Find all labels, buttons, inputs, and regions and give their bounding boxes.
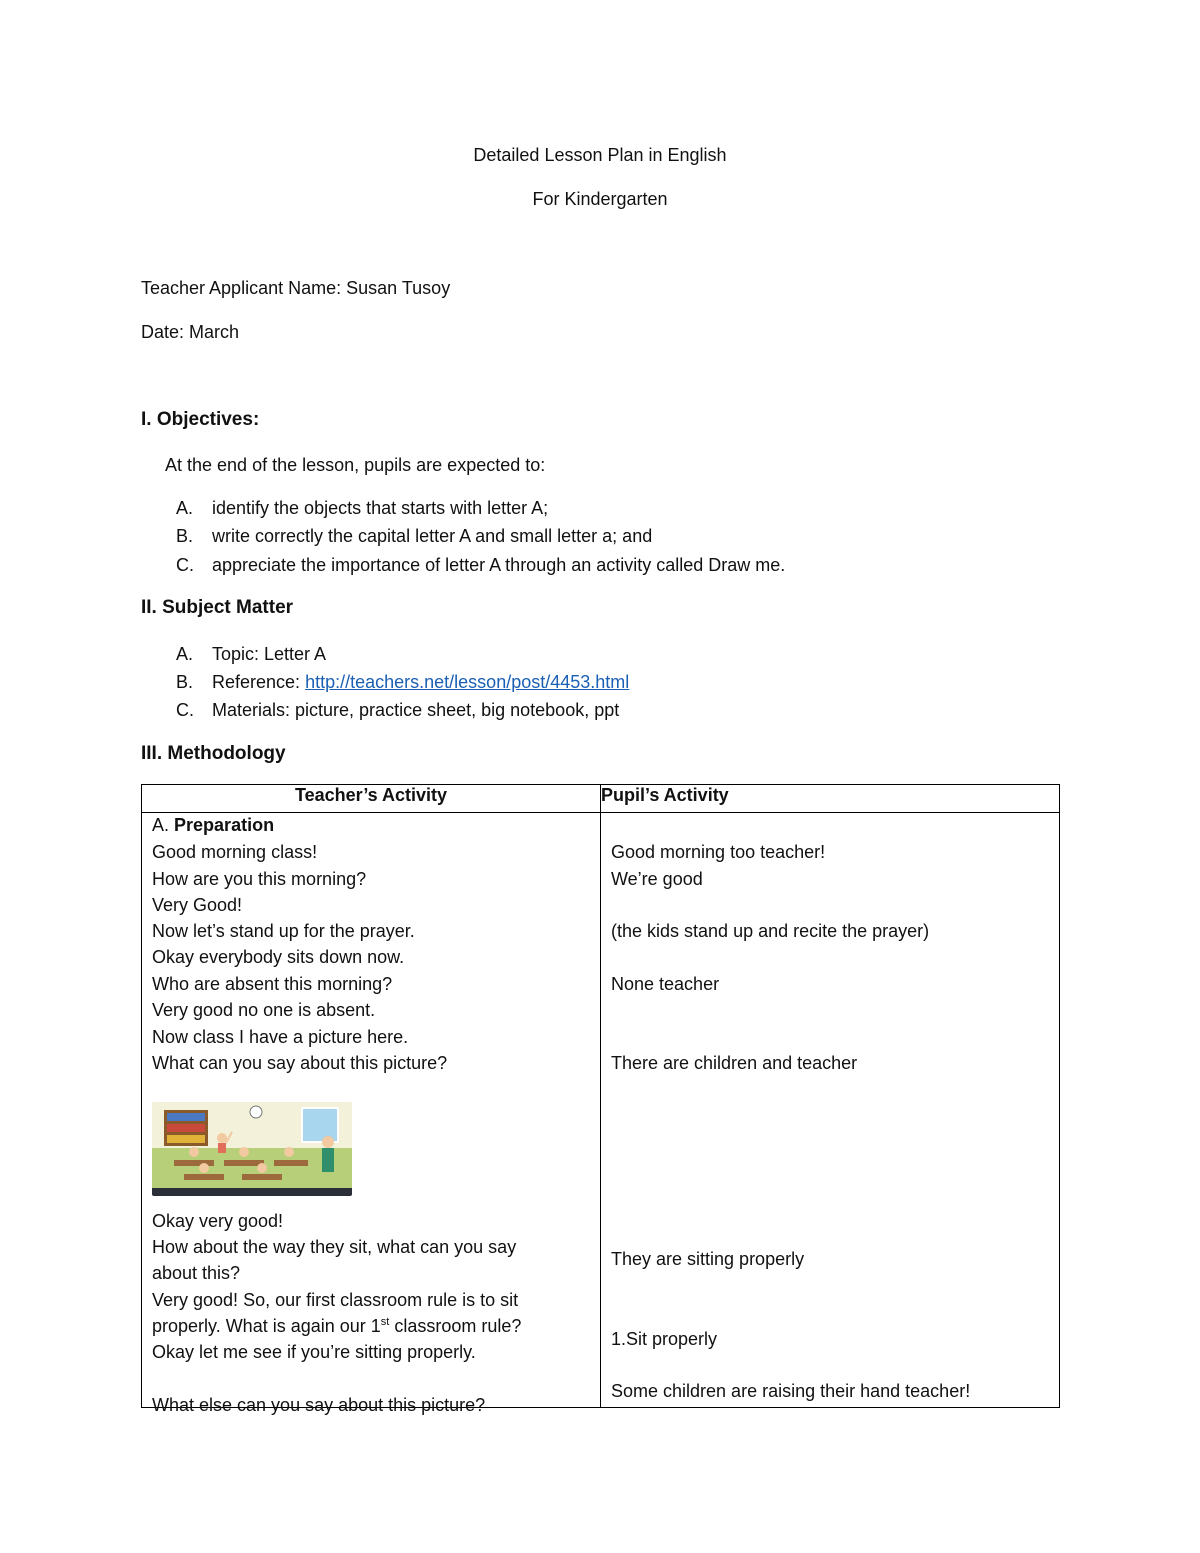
teacher-line: Very Good! — [152, 895, 243, 915]
subject-item-materials — [0, 700, 1200, 728]
date-value: March — [189, 322, 240, 342]
teacher-line-part: properly. What is again our 1 — [152, 1316, 381, 1336]
teacher-line: about this? — [152, 1263, 241, 1283]
list-text: Topic: Letter A — [212, 644, 327, 664]
teacher-activity-cell — [142, 813, 601, 1415]
methodology-table — [141, 784, 1060, 1415]
teacher-line: Very good! So, our first classroom rule is to sit — [152, 1290, 519, 1310]
list-letter: C. — [176, 700, 194, 720]
teacher-line: What else can you say about this picture? — [152, 1395, 486, 1415]
pupil-line: (the kids stand up and recite the prayer) — [611, 921, 930, 941]
subject-item-topic — [0, 644, 1200, 672]
pupil-line: Some children are raising their hand teacher! — [611, 1381, 971, 1401]
section-letter: A. — [152, 815, 170, 835]
subject-item-reference — [0, 672, 1200, 700]
reference-line — [212, 672, 629, 693]
section-title: Preparation — [174, 815, 275, 835]
document-subtitle: For Kindergarten — [532, 189, 668, 209]
pupil-activity-header: Pupil’s Activity — [601, 785, 1060, 813]
table-header-row — [142, 785, 1060, 813]
list-letter: B. — [176, 526, 194, 546]
list-letter: C. — [176, 555, 194, 575]
pupil-line: There are children and teacher — [611, 1053, 858, 1073]
ordinal-suffix: st — [380, 1316, 390, 1328]
teacher-line: Now class I have a picture here. — [152, 1027, 409, 1047]
teacher-line-rule — [152, 1316, 521, 1337]
teacher-line: Okay very good! — [152, 1211, 284, 1231]
reference-label: Reference: — [212, 672, 301, 692]
teacher-line: Okay let me see if you’re sitting properly. — [152, 1342, 476, 1362]
pupil-activity-cell — [601, 813, 1060, 1408]
objective-item-b — [0, 526, 1200, 554]
reference-link[interactable]: http://teachers.net/lesson/post/4453.html — [305, 672, 630, 692]
teacher-line: How are you this morning? — [152, 869, 367, 889]
pupil-line: Good morning too teacher! — [611, 842, 826, 862]
list-text: appreciate the importance of letter A through an activity called Draw me. — [212, 555, 786, 575]
objectives-intro: At the end of the lesson, pupils are expected to: — [165, 455, 546, 475]
teacher-line-part: classroom rule? — [389, 1316, 522, 1336]
objective-item-a — [0, 498, 1200, 526]
document-title: Detailed Lesson Plan in English — [473, 145, 727, 165]
methodology-heading: III. Methodology — [141, 743, 286, 764]
date-label: Date: — [141, 322, 185, 342]
pupil-line: None teacher — [611, 974, 720, 994]
teacher-name-line — [141, 278, 450, 299]
teacher-line: How about the way they sit, what can you say — [152, 1237, 517, 1257]
objective-item-c — [0, 555, 1200, 583]
list-text: write correctly the capital letter A and small letter a; and — [212, 526, 653, 546]
list-letter: A. — [176, 644, 194, 664]
teacher-value: Susan Tusoy — [346, 278, 451, 298]
classroom-illustration-icon — [152, 1102, 352, 1196]
list-text: identify the objects that starts with letter A; — [212, 498, 549, 518]
teacher-line: What can you say about this picture? — [152, 1053, 448, 1073]
list-letter: A. — [176, 498, 194, 518]
classroom-picture — [152, 1102, 352, 1196]
pupil-line: 1.Sit properly — [611, 1329, 718, 1349]
teacher-line: Okay everybody sits down now. — [152, 947, 405, 967]
objectives-heading: I. Objectives: — [141, 409, 260, 430]
subject-matter-heading: II. Subject Matter — [141, 597, 294, 618]
table-row — [142, 813, 1060, 1408]
pupil-line: They are sitting properly — [611, 1249, 805, 1269]
teacher-line: Very good no one is absent. — [152, 1000, 376, 1020]
teacher-label: Teacher Applicant Name: — [141, 278, 342, 298]
list-letter: B. — [176, 672, 194, 692]
list-text: Materials: picture, practice sheet, big notebook, ppt — [212, 700, 620, 720]
teacher-activity-header: Teacher’s Activity — [142, 785, 601, 813]
section-heading — [152, 815, 274, 836]
teacher-line: Now let’s stand up for the prayer. — [152, 921, 415, 941]
pupil-line: We’re good — [611, 869, 703, 889]
teacher-line: Good morning class! — [152, 842, 318, 862]
date-line — [141, 322, 239, 343]
teacher-line: Who are absent this morning? — [152, 974, 393, 994]
